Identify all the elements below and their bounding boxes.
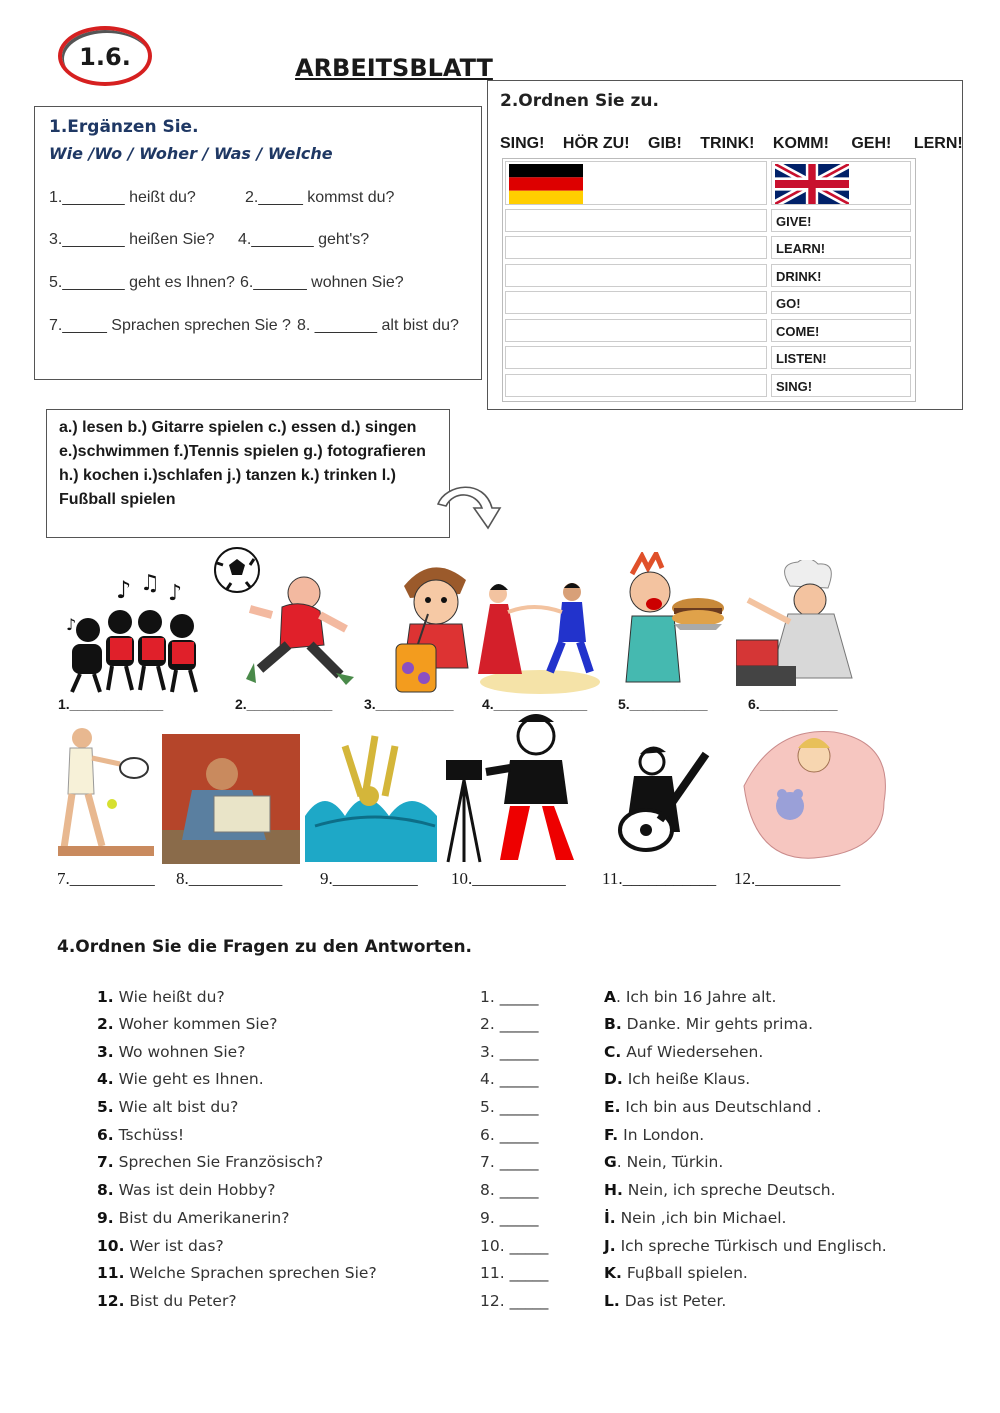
verb-list (500, 135, 977, 153)
picture-answer-blank[interactable]: 10.___________ (451, 869, 566, 888)
answer-letter: İ. (604, 1209, 616, 1227)
answer-text: . Nein, Türkin. (616, 1153, 724, 1171)
ex1-item-7: 7._____ Sprachen sprechen Sie ? (49, 317, 291, 334)
answer-blank[interactable]: 1. _____ (480, 988, 539, 1006)
ex1-item-8: 8. _______ alt bist du? (297, 317, 459, 334)
german-answer-cell[interactable] (505, 319, 767, 342)
translation-row (503, 262, 915, 289)
question-number: 2. (97, 1015, 114, 1033)
answer-text: In London. (618, 1126, 705, 1144)
svg-text:♪: ♪ (116, 576, 132, 604)
ex1-item-5: 5._______ geht es Ihnen? (49, 274, 235, 291)
question-item (97, 1209, 289, 1227)
question-text: Bist du Peter? (124, 1292, 237, 1310)
answer-item (604, 1209, 786, 1227)
answer-item (604, 1264, 748, 1282)
question-item (97, 1070, 264, 1088)
answer-item (604, 1015, 813, 1033)
picture-answer-blank[interactable]: 5.__________ (618, 696, 708, 712)
ex1-item-6: 6.______ wohnen Sie? (240, 274, 404, 291)
question-number: 12. (97, 1292, 125, 1310)
english-verb: SING! (771, 374, 911, 397)
question-text: Woher kommen Sie? (113, 1015, 278, 1033)
boy-drinking-picture (388, 558, 478, 696)
exercise-1-heading: 1.Ergänzen Sie. (49, 117, 199, 137)
answer-text: Nein, ich spreche Deutsch. (622, 1181, 836, 1199)
question-number: 11. (97, 1264, 125, 1282)
german-flag-icon (509, 164, 583, 204)
answer-text: Das ist Peter. (619, 1292, 727, 1310)
translation-row (503, 317, 915, 344)
football-player-picture (212, 545, 362, 693)
question-item (97, 1153, 323, 1171)
svg-text:♪: ♪ (66, 615, 77, 634)
exercise-4-heading: 4.Ordnen Sie die Fragen zu den Antworten. (57, 937, 473, 957)
svg-text:♫: ♫ (140, 571, 160, 596)
question-item (97, 988, 225, 1006)
english-verb: GIVE! (771, 209, 911, 232)
verb-item: GEH! (851, 135, 892, 152)
singing-children-picture (58, 570, 208, 695)
answer-letter: L. (604, 1292, 620, 1310)
question-text: Sprechen Sie Französisch? (113, 1153, 324, 1171)
question-item (97, 1264, 377, 1282)
picture-answer-blank[interactable]: 6.__________ (748, 696, 838, 712)
question-number: 7. (97, 1153, 114, 1171)
badge-label: 1.6. (79, 43, 131, 71)
answer-letter: K. (604, 1264, 622, 1282)
german-answer-cell[interactable] (505, 346, 767, 369)
answer-letter: A (604, 988, 616, 1006)
answer-blank[interactable]: 9. _____ (480, 1209, 539, 1227)
translation-table (502, 158, 916, 402)
exercise-1-box (34, 106, 482, 380)
activities-list: a.) lesen b.) Gitarre spielen c.) essen d.) singen e.)schwimmen f.)Tennis spielen g.) fotografieren h.) kochen i.)schlafen j.) tanzen k.) trinken l.) Fußball spielen (59, 419, 426, 508)
verb-item: HÖR ZU! (562, 135, 630, 152)
tennis-player-picture (58, 718, 154, 858)
ex1-item-1: 1._______ heißt du? (49, 189, 196, 206)
german-answer-cell[interactable] (505, 236, 767, 259)
answer-text: Ich spreche Türkisch und Englisch. (615, 1237, 887, 1255)
answer-blank[interactable]: 8. _____ (480, 1181, 539, 1199)
answer-item (604, 1126, 704, 1144)
exercise-number-badge (58, 26, 152, 86)
answer-letter: C. (604, 1043, 622, 1061)
boy-reading-picture (162, 734, 300, 864)
answer-item (604, 1153, 723, 1171)
question-text: Bist du Amerikanerin? (113, 1209, 290, 1227)
question-text: Tschüss! (113, 1126, 185, 1144)
verb-item: LERN! (913, 135, 963, 152)
uk-flag-icon (775, 164, 849, 204)
question-item (97, 1098, 238, 1116)
answer-blank[interactable]: 2. _____ (480, 1015, 539, 1033)
verb-item: GIB! (648, 135, 682, 152)
answer-letter: F. (604, 1126, 619, 1144)
answer-text: . Ich bin 16 Jahre alt. (616, 988, 777, 1006)
curved-arrow-icon (434, 478, 508, 536)
picture-answer-blank[interactable]: 3.__________ (364, 696, 454, 712)
question-text: Welche Sprachen sprechen Sie? (124, 1264, 377, 1282)
question-number: 4. (97, 1070, 114, 1088)
picture-answer-blank[interactable]: 11.___________ (602, 869, 717, 888)
answer-item (604, 1070, 750, 1088)
question-number: 1. (97, 988, 114, 1006)
question-item (97, 1015, 277, 1033)
answer-text: Ich heiße Klaus. (622, 1070, 751, 1088)
exercise-1-word-bank: Wie /Wo / Woher / Was / Welche (49, 144, 333, 163)
english-verb: LEARN! (771, 236, 911, 259)
answer-blank[interactable]: 4. _____ (480, 1070, 539, 1088)
translation-row (503, 344, 915, 371)
answer-blank[interactable]: 5. _____ (480, 1098, 539, 1116)
question-item (97, 1292, 237, 1310)
question-number: 10. (97, 1237, 125, 1255)
question-item (97, 1126, 184, 1144)
answer-text: Ich bin aus Deutschland . (620, 1098, 822, 1116)
german-answer-cell[interactable] (505, 374, 767, 397)
picture-answer-blank[interactable]: 2.___________ (235, 696, 333, 712)
question-number: 3. (97, 1043, 114, 1061)
answer-text: Auf Wiedersehen. (621, 1043, 764, 1061)
answer-letter: J. (604, 1237, 616, 1255)
question-item (97, 1181, 275, 1199)
question-text: Wie alt bist du? (113, 1098, 239, 1116)
page-title: ARBEITSBLATT (295, 54, 493, 82)
man-eating-picture (620, 552, 730, 694)
answer-letter: H. (604, 1181, 623, 1199)
question-text: Wie geht es Ihnen. (113, 1070, 264, 1088)
photographer-picture (446, 712, 586, 864)
dancing-couple-picture (476, 578, 604, 696)
picture-answer-blank[interactable]: 12.__________ (734, 869, 841, 888)
translation-row (503, 372, 915, 399)
question-number: 8. (97, 1181, 114, 1199)
answer-letter: E. (604, 1098, 621, 1116)
answer-blank[interactable]: 7. _____ (480, 1153, 539, 1171)
english-verb: COME! (771, 319, 911, 342)
translation-row (503, 289, 915, 316)
german-answer-cell[interactable] (505, 291, 767, 314)
question-item (97, 1043, 245, 1061)
cook-picture (736, 560, 858, 690)
flag-row (503, 159, 915, 207)
question-text: Wie heißt du? (113, 988, 225, 1006)
activities-box (46, 409, 450, 538)
exercise-2-box (487, 80, 963, 410)
question-text: Wer ist das? (124, 1237, 224, 1255)
answer-item (604, 1098, 822, 1116)
answer-letter: D. (604, 1070, 623, 1088)
translation-row (503, 234, 915, 261)
answer-letter: B. (604, 1015, 622, 1033)
answer-blank[interactable]: 6. _____ (480, 1126, 539, 1144)
svg-text:♪: ♪ (168, 581, 183, 606)
ex1-item-2: 2._____ kommst du? (245, 189, 395, 206)
english-verb: LISTEN! (771, 346, 911, 369)
answer-blank[interactable]: 11. _____ (480, 1264, 549, 1282)
picture-answer-blank[interactable]: 8.___________ (176, 869, 283, 888)
picture-answer-blank[interactable]: 1.____________ (58, 696, 164, 712)
question-number: 6. (97, 1126, 114, 1144)
translation-row (503, 207, 915, 234)
verb-item: TRINK! (700, 135, 755, 152)
german-answer-cell[interactable] (505, 264, 767, 287)
answer-blank[interactable]: 3. _____ (480, 1043, 539, 1061)
question-item (97, 1237, 224, 1255)
answer-item (604, 1043, 763, 1061)
exercise-2-heading: 2.Ordnen Sie zu. (500, 91, 659, 111)
answer-text: Nein ,ich bin Michael. (615, 1209, 787, 1227)
sleeping-child-picture (734, 726, 888, 862)
english-verb: GO! (771, 291, 911, 314)
answer-item (604, 1237, 887, 1255)
question-text: Wo wohnen Sie? (113, 1043, 246, 1061)
question-number: 9. (97, 1209, 114, 1227)
german-answer-cell[interactable] (505, 209, 767, 232)
answer-blank[interactable]: 12. _____ (480, 1292, 549, 1310)
picture-answer-blank[interactable]: 4.____________ (482, 696, 588, 712)
ex1-item-3: 3._______ heißen Sie? (49, 231, 215, 248)
answer-item (604, 1181, 836, 1199)
answer-blank[interactable]: 10. _____ (480, 1237, 549, 1255)
answer-text: Fuβball spielen. (621, 1264, 748, 1282)
swimmer-picture (305, 716, 437, 862)
verb-item: SING! (500, 135, 545, 152)
answer-letter: G (604, 1153, 617, 1171)
ex1-item-4: 4._______ geht's? (238, 231, 370, 248)
question-number: 5. (97, 1098, 114, 1116)
answer-item (604, 1292, 726, 1310)
answer-text: Danke. Mir gehts prima. (621, 1015, 814, 1033)
answer-item (604, 988, 776, 1006)
picture-answer-blank[interactable]: 7.__________ (57, 869, 155, 888)
picture-answer-blank[interactable]: 9.__________ (320, 869, 418, 888)
english-verb: DRINK! (771, 264, 911, 287)
question-text: Was ist dein Hobby? (113, 1181, 276, 1199)
guitar-player-picture (608, 744, 716, 864)
verb-item: KOMM! (772, 135, 829, 152)
